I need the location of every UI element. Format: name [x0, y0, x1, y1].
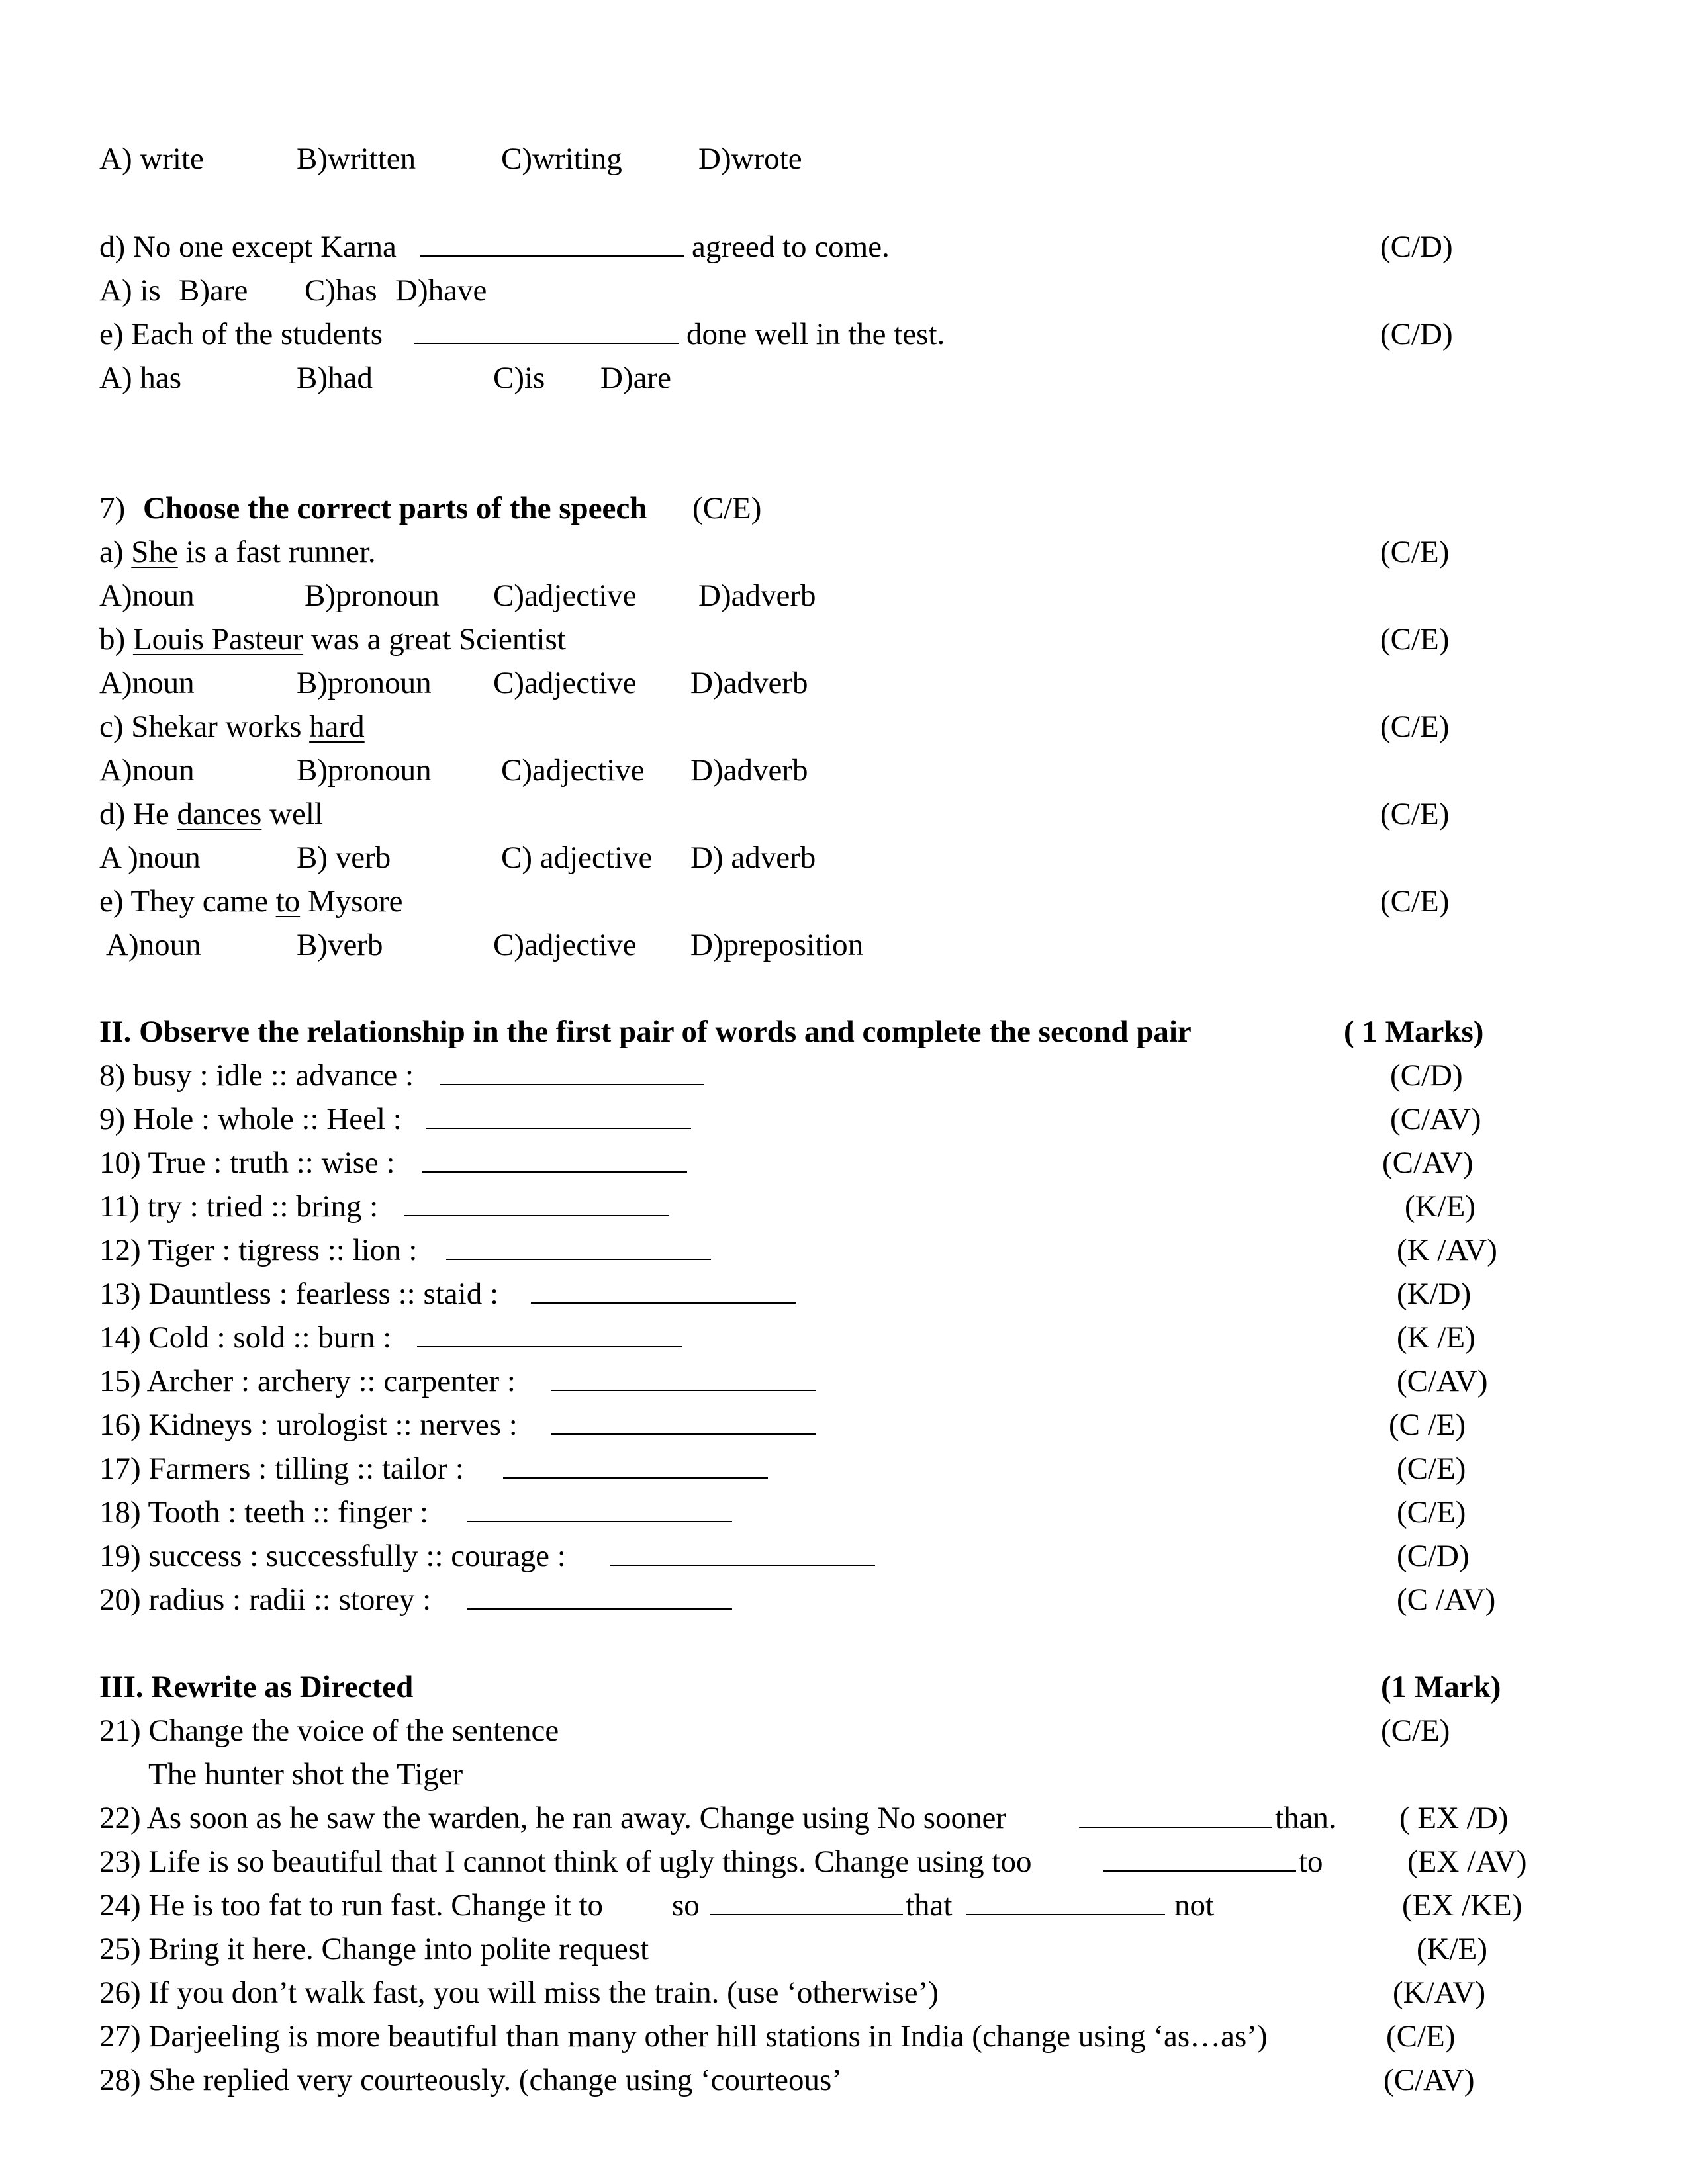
- option: D)wrote: [698, 142, 802, 176]
- question-text: 22) As soon as he saw the warden, he ran away. Change using No sooner: [99, 1801, 1007, 1835]
- q7e-question: [0, 880, 1688, 923]
- analogy-row: [0, 1316, 1688, 1359]
- answer-blank: [422, 1141, 687, 1185]
- question-text: that: [906, 1888, 953, 1923]
- option: B)had: [297, 361, 373, 395]
- q6e-question: [0, 312, 1688, 356]
- question-text: done well in the test.: [686, 317, 945, 351]
- option: B)pronoun: [297, 753, 432, 788]
- skill-code: (C /E): [1389, 1408, 1466, 1442]
- answer-blank: [1103, 1840, 1296, 1884]
- question-text: 24) He is too fat to run fast. Change it to: [99, 1888, 603, 1923]
- question-sentence: b) Louis Pasteur was a great Scientist: [99, 622, 566, 657]
- skill-code: (C /AV): [1397, 1582, 1496, 1617]
- option: C)adjective: [501, 753, 645, 788]
- q7a-question: [0, 530, 1688, 574]
- given-sentence: The hunter shot the Tiger: [148, 1757, 463, 1792]
- question-text: 21) Change the voice of the sentence: [99, 1713, 559, 1748]
- option: B)are: [179, 273, 248, 308]
- skill-code: (C/AV): [1397, 1364, 1488, 1398]
- q7a-options: [0, 574, 1688, 617]
- skill-code: (C/E): [692, 491, 762, 525]
- question-heading: Choose the correct parts of the speech: [143, 491, 647, 525]
- answer-blank: [966, 1884, 1165, 1927]
- skill-code: (C/E): [1380, 709, 1450, 744]
- question-sentence: d) He dances well: [99, 797, 324, 831]
- skill-code: (C/E): [1381, 1713, 1450, 1748]
- q7d-options: [0, 836, 1688, 880]
- answer-blank: [551, 1403, 816, 1447]
- option: B)pronoun: [305, 578, 440, 613]
- q6d-question: [0, 225, 1688, 269]
- question-text: to: [1299, 1844, 1323, 1879]
- question-text: 23) Life is so beautiful that I cannot think of ugly things. Change using too: [99, 1844, 1032, 1879]
- underlined-word: hard: [309, 709, 365, 744]
- skill-code: (C/D): [1380, 230, 1453, 264]
- analogy-row: [0, 1359, 1688, 1403]
- option: D)adverb: [690, 753, 808, 788]
- section-title: II. Observe the relationship in the first pair of words and complete the second pair: [99, 1015, 1192, 1049]
- analogy-text: 11) try : tried :: bring :: [99, 1189, 379, 1224]
- skill-code: ( EX /D): [1399, 1801, 1509, 1835]
- option: A) has: [99, 361, 181, 395]
- option: A) is: [99, 273, 161, 308]
- q7b-options: [0, 661, 1688, 705]
- skill-code: (C/D): [1397, 1539, 1470, 1573]
- option: B)pronoun: [297, 666, 432, 700]
- q7-heading: [0, 486, 1688, 530]
- skill-code: (K/E): [1405, 1189, 1476, 1224]
- answer-blank: [610, 1534, 875, 1578]
- section2-heading: [0, 1010, 1688, 1054]
- analogy-text: 16) Kidneys : urologist :: nerves :: [99, 1408, 518, 1442]
- option: A) write: [99, 142, 204, 176]
- question-text: than.: [1275, 1801, 1336, 1835]
- underlined-word: Louis Pasteur: [132, 622, 304, 657]
- analogy-text: 17) Farmers : tilling :: tailor :: [99, 1451, 464, 1486]
- analogy-row: [0, 1578, 1688, 1621]
- option: C)is: [493, 361, 545, 395]
- skill-code: (K/E): [1417, 1932, 1488, 1966]
- answer-blank: [710, 1884, 903, 1927]
- question-sentence: a) She is a fast runner.: [99, 535, 376, 569]
- skill-code: (C/E): [1380, 884, 1450, 919]
- option: D)adverb: [698, 578, 816, 613]
- analogy-row: [0, 1272, 1688, 1316]
- skill-code: (C/E): [1380, 622, 1450, 657]
- skill-code: (EX /AV): [1407, 1844, 1527, 1879]
- option: A)noun: [99, 666, 195, 700]
- answer-blank: [467, 1490, 732, 1534]
- answer-blank: [1079, 1796, 1272, 1840]
- analogy-row: [0, 1403, 1688, 1447]
- option: A)noun: [106, 928, 201, 962]
- q7d-question: [0, 792, 1688, 836]
- answer-blank: [446, 1228, 711, 1272]
- option: A)noun: [99, 578, 195, 613]
- underlined-word: dances: [177, 797, 262, 831]
- analogy-text: 13) Dauntless : fearless :: staid :: [99, 1277, 499, 1311]
- question-text: 27) Darjeeling is more beautiful than many other hill stations in India (change using ‘as…as’): [99, 2019, 1268, 2054]
- section3-heading: [0, 1665, 1688, 1709]
- question-text: so: [672, 1888, 700, 1923]
- analogy-row: [0, 1490, 1688, 1534]
- question-text: 28) She replied very courteously. (change using ‘courteous’: [99, 2063, 842, 2097]
- analogy-text: 15) Archer : archery :: carpenter :: [99, 1364, 516, 1398]
- option: D) adverb: [690, 841, 816, 875]
- answer-blank: [414, 312, 679, 356]
- analogy-row: [0, 1185, 1688, 1228]
- q23-row: [0, 1840, 1688, 1884]
- analogy-row: [0, 1534, 1688, 1578]
- q22-row: [0, 1796, 1688, 1840]
- option: D)are: [600, 361, 671, 395]
- option: C)adjective: [493, 578, 637, 613]
- analogy-text: 19) success : successfully :: courage :: [99, 1539, 566, 1573]
- q7c-options: [0, 749, 1688, 792]
- answer-blank: [551, 1359, 816, 1403]
- answer-blank: [440, 1054, 704, 1097]
- section-marks: ( 1 Marks): [1344, 1015, 1484, 1049]
- analogy-row: [0, 1447, 1688, 1490]
- option: D)have: [395, 273, 487, 308]
- q24-row: [0, 1884, 1688, 1927]
- option: C)has: [305, 273, 377, 308]
- skill-code: (C/E): [1397, 1495, 1466, 1529]
- question-number: 7): [99, 491, 126, 525]
- option: C)writing: [501, 142, 622, 176]
- analogy-text: 9) Hole : whole :: Heel :: [99, 1102, 402, 1136]
- q26-row: [0, 1971, 1688, 2015]
- skill-code: (C/D): [1380, 317, 1453, 351]
- answer-blank: [404, 1185, 669, 1228]
- answer-blank: [531, 1272, 796, 1316]
- question-text: 25) Bring it here. Change into polite request: [99, 1932, 649, 1966]
- skill-code: (C/E): [1380, 797, 1450, 831]
- q6d-options: [0, 269, 1688, 312]
- answer-blank: [503, 1447, 768, 1490]
- analogy-row: [0, 1097, 1688, 1141]
- skill-code: (EX /KE): [1402, 1888, 1523, 1923]
- option: B)written: [297, 142, 416, 176]
- answer-blank: [417, 1316, 682, 1359]
- question-text: agreed to come.: [692, 230, 890, 264]
- q7e-options: [0, 923, 1688, 967]
- analogy-text: 12) Tiger : tigress :: lion :: [99, 1233, 418, 1267]
- skill-code: (K /AV): [1397, 1233, 1497, 1267]
- skill-code: (C/E): [1380, 535, 1450, 569]
- q6e-options: [0, 356, 1688, 400]
- skill-code: (K/D): [1397, 1277, 1472, 1311]
- question-text: 26) If you don’t walk fast, you will miss the train. (use ‘otherwise’): [99, 1976, 939, 2010]
- answer-blank: [467, 1578, 732, 1621]
- skill-code: (C/AV): [1390, 1102, 1481, 1136]
- option: C)adjective: [493, 928, 637, 962]
- analogy-text: 10) True : truth :: wise :: [99, 1146, 395, 1180]
- question-text: e) Each of the students: [99, 317, 383, 351]
- option: D)preposition: [690, 928, 864, 962]
- q7c-question: [0, 705, 1688, 749]
- analogy-text: 18) Tooth : teeth :: finger :: [99, 1495, 429, 1529]
- q21-sentence: [0, 1752, 1688, 1796]
- analogy-text: 14) Cold : sold :: burn :: [99, 1320, 392, 1355]
- q21-row: [0, 1709, 1688, 1752]
- answer-blank: [426, 1097, 691, 1141]
- question-text: d) No one except Karna: [99, 230, 397, 264]
- skill-code: (K /E): [1397, 1320, 1476, 1355]
- analogy-text: 20) radius : radii :: storey :: [99, 1582, 432, 1617]
- skill-code: (K/AV): [1393, 1976, 1486, 2010]
- q7b-question: [0, 617, 1688, 661]
- option: D)adverb: [690, 666, 808, 700]
- q6c-options: [0, 137, 1688, 181]
- question-text: not: [1174, 1888, 1215, 1923]
- skill-code: (C/AV): [1383, 2063, 1475, 2097]
- option: C) adjective: [501, 841, 653, 875]
- option: C)adjective: [493, 666, 637, 700]
- option: A)noun: [99, 753, 195, 788]
- skill-code: (C/AV): [1382, 1146, 1474, 1180]
- analogy-text: 8) busy : idle :: advance :: [99, 1058, 414, 1093]
- underlined-word: She: [131, 535, 178, 569]
- section-marks: (1 Mark): [1381, 1670, 1501, 1704]
- q25-row: [0, 1927, 1688, 1971]
- option: B)verb: [297, 928, 383, 962]
- q27-row: [0, 2015, 1688, 2058]
- answer-blank: [420, 225, 684, 269]
- option: B) verb: [297, 841, 391, 875]
- q28-row: [0, 2058, 1688, 2102]
- skill-code: (C/E): [1386, 2019, 1456, 2054]
- question-sentence: c) Shekar works hard: [99, 709, 365, 744]
- analogy-row: [0, 1228, 1688, 1272]
- skill-code: (C/D): [1390, 1058, 1463, 1093]
- question-sentence: e) They came to Mysore: [99, 884, 403, 919]
- underlined-word: to: [275, 884, 301, 919]
- option: A )noun: [99, 841, 201, 875]
- section-title: III. Rewrite as Directed: [99, 1670, 414, 1704]
- analogy-row: [0, 1141, 1688, 1185]
- skill-code: (C/E): [1397, 1451, 1466, 1486]
- analogy-row: [0, 1054, 1688, 1097]
